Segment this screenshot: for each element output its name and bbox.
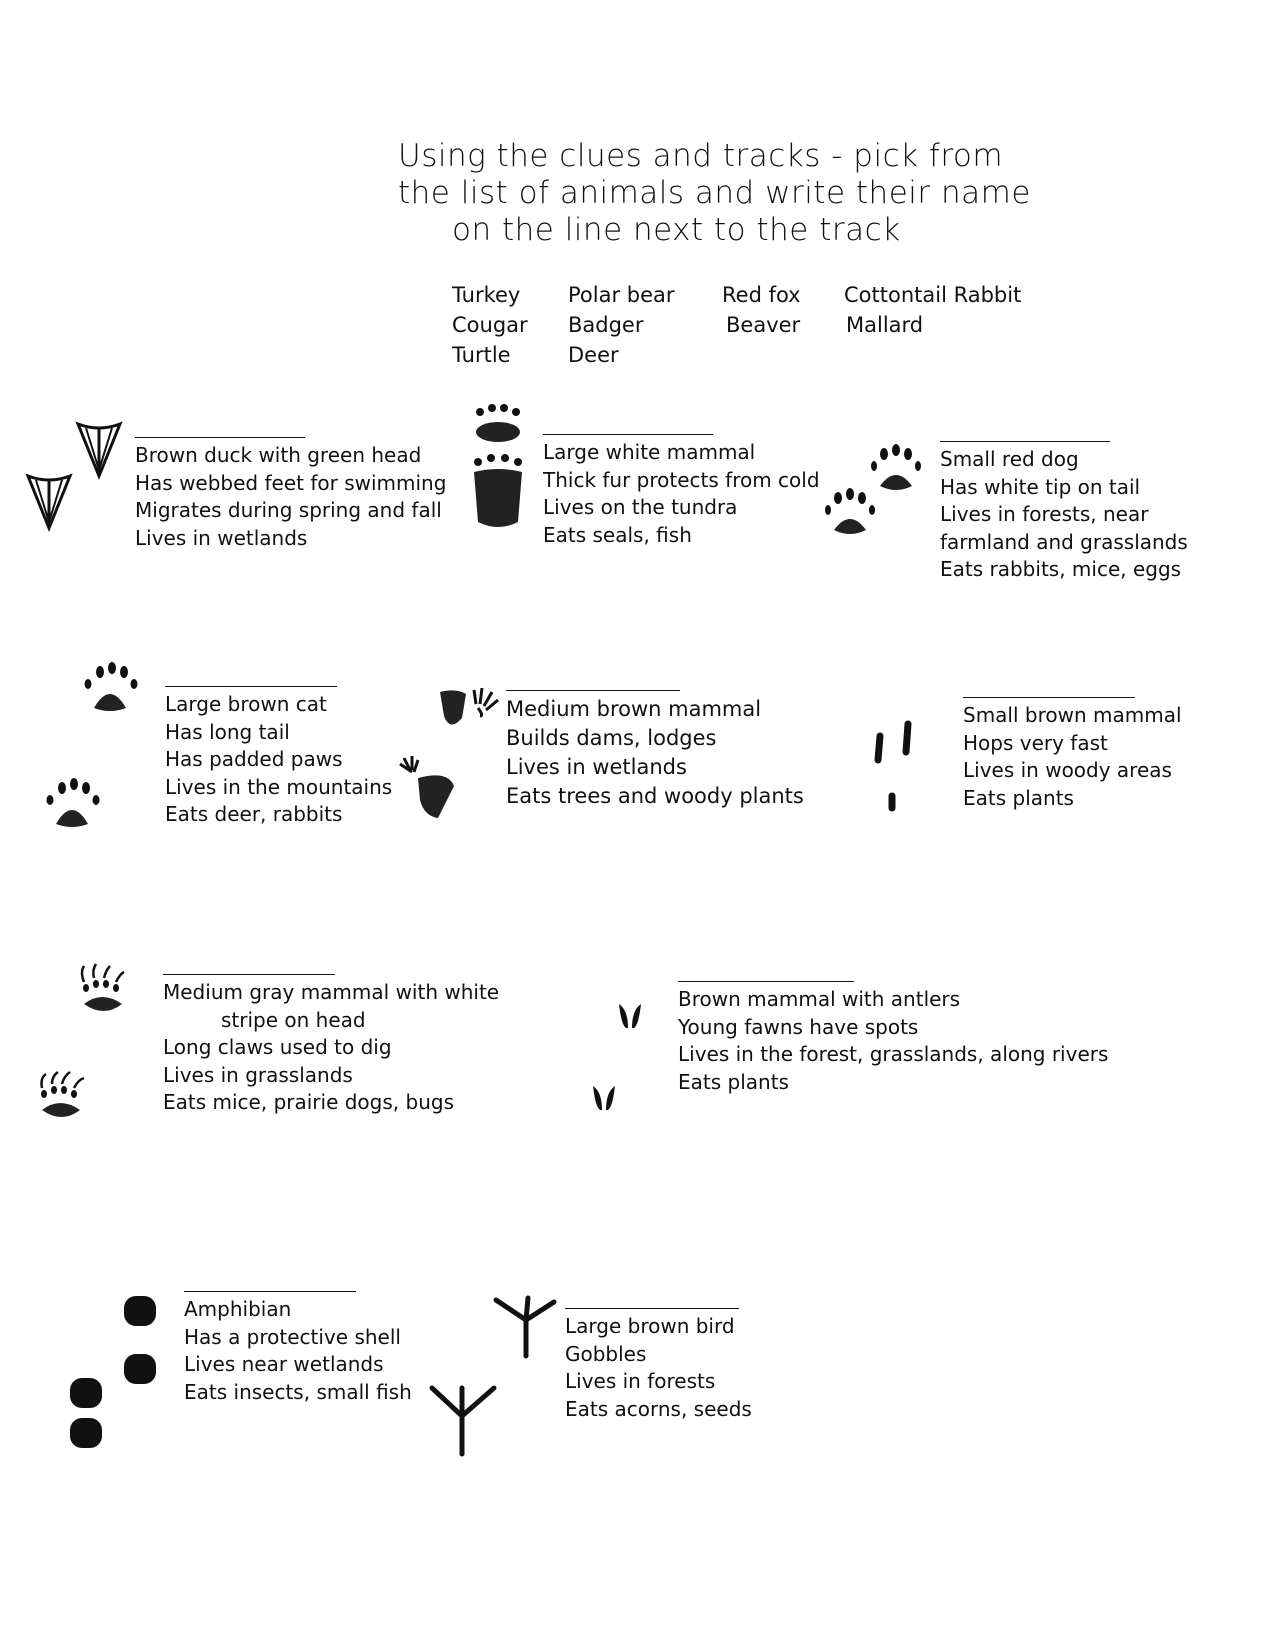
clue-line: Eats insects, small fish xyxy=(184,1379,412,1404)
instructions-line-3: on the line next to the track xyxy=(452,212,901,248)
instructions xyxy=(398,138,1218,249)
clue-line: Lives in the mountains xyxy=(165,774,393,799)
instructions-line-2: the list of animals and write their name xyxy=(398,175,1031,211)
clue-line: Long claws used to dig xyxy=(163,1035,392,1059)
deer-track-icon xyxy=(590,1082,618,1114)
clue-line: Medium brown mammal xyxy=(506,697,762,721)
fox-track-icon xyxy=(820,484,880,544)
clue-line: Hops very fast xyxy=(963,730,1108,755)
bear-track-icon xyxy=(468,400,528,444)
clue-line: Builds dams, lodges xyxy=(506,726,717,750)
clue-line: Eats plants xyxy=(963,785,1074,810)
clue-line: Eats mice, prairie dogs, bugs xyxy=(163,1090,454,1114)
clue-line: Has long tail xyxy=(165,719,290,744)
rabbit-track-icon xyxy=(872,720,922,816)
clue-beaver xyxy=(506,690,804,811)
badger-track-icon xyxy=(34,1070,88,1126)
clue-line: Eats plants xyxy=(678,1069,789,1094)
clue-line: Lives in woody areas xyxy=(963,758,1172,782)
clue-line: Medium gray mammal with white xyxy=(163,980,500,1004)
cougar-track-icon xyxy=(42,776,102,832)
answer-line[interactable] xyxy=(940,441,1110,442)
clue-line: Lives in wetlands xyxy=(135,525,308,550)
word-bank-item: Deer xyxy=(568,343,619,367)
clue-badger xyxy=(163,974,499,1117)
clue-deer xyxy=(678,981,1108,1096)
clue-line: stripe on head xyxy=(221,1007,366,1032)
clue-line: Has padded paws xyxy=(165,747,343,771)
answer-line[interactable] xyxy=(506,690,680,691)
duck-track-icon xyxy=(24,472,74,532)
clue-line: farmland and grasslands xyxy=(940,529,1188,554)
clue-line: Brown duck with green head xyxy=(135,443,422,467)
clue-line: Eats acorns, seeds xyxy=(565,1396,752,1421)
clue-line: Small brown mammal xyxy=(963,703,1182,727)
clue-line: Lives near wetlands xyxy=(184,1352,384,1376)
clue-line: Eats trees and woody plants xyxy=(506,784,804,808)
clue-red-fox xyxy=(940,441,1188,584)
clue-line: Amphibian xyxy=(184,1297,292,1321)
clue-line: Thick fur protects from cold xyxy=(543,467,820,492)
bear-track-icon xyxy=(468,452,528,532)
turkey-track-icon xyxy=(428,1384,498,1456)
beaver-track-icon xyxy=(398,756,458,822)
clue-line: Has a protective shell xyxy=(184,1324,401,1349)
clue-cougar xyxy=(165,686,392,829)
clue-line: Lives in the forest, grasslands, along rivers xyxy=(678,1042,1109,1066)
clue-line: Eats deer, rabbits xyxy=(165,802,343,826)
clue-line: Large white mammal xyxy=(543,440,756,464)
clue-line: Large brown cat xyxy=(165,692,327,716)
answer-line[interactable] xyxy=(135,437,305,438)
clue-line: Eats seals, fish xyxy=(543,522,692,547)
cougar-track-icon xyxy=(80,660,140,716)
answer-line[interactable] xyxy=(165,686,337,687)
clue-line: Gobbles xyxy=(565,1341,647,1366)
answer-line[interactable] xyxy=(184,1291,356,1292)
word-bank-item: Polar bear xyxy=(568,283,675,307)
word-bank-item: Turkey xyxy=(452,283,521,307)
clue-line: Lives on the tundra xyxy=(543,495,738,519)
deer-track-icon xyxy=(616,1000,644,1032)
clue-line: Brown mammal with antlers xyxy=(678,987,961,1011)
answer-line[interactable] xyxy=(963,697,1135,698)
answer-line[interactable] xyxy=(543,434,713,435)
clue-line: Migrates during spring and fall xyxy=(135,498,442,522)
clue-line: Eats rabbits, mice, eggs xyxy=(940,557,1182,581)
badger-track-icon xyxy=(76,964,130,1020)
word-bank-item: Mallard xyxy=(846,313,924,337)
word-bank-item: Cougar xyxy=(452,313,528,337)
word-bank-item: Turtle xyxy=(452,343,511,367)
word-bank-item: Badger xyxy=(568,313,644,337)
clue-line: Has webbed feet for swimming xyxy=(135,470,447,495)
word-bank-item: Red fox xyxy=(722,283,801,307)
clue-mallard xyxy=(135,437,446,552)
duck-track-icon xyxy=(74,420,124,480)
instructions-line-1: Using the clues and tracks - pick from xyxy=(398,138,1004,174)
clue-line: Small red dog xyxy=(940,447,1079,471)
clue-line: Lives in grasslands xyxy=(163,1062,353,1087)
clue-polar-bear xyxy=(543,434,820,549)
beaver-track-icon xyxy=(436,686,502,734)
clue-line: Lives in forests, near xyxy=(940,502,1149,526)
clue-line: Lives in forests xyxy=(565,1369,716,1393)
answer-line[interactable] xyxy=(565,1308,739,1309)
answer-line[interactable] xyxy=(678,981,854,982)
word-bank-item: Cottontail Rabbit xyxy=(844,283,1022,307)
clue-line: Young fawns have spots xyxy=(678,1014,919,1039)
clue-line: Has white tip on tail xyxy=(940,474,1141,499)
turtle-track-icon xyxy=(66,1294,166,1450)
clue-rabbit xyxy=(963,697,1182,812)
clue-line: Lives in wetlands xyxy=(506,755,687,779)
clue-line: Large brown bird xyxy=(565,1314,735,1338)
word-bank-item: Beaver xyxy=(726,313,801,337)
turkey-track-icon xyxy=(492,1296,558,1360)
answer-line[interactable] xyxy=(163,974,335,975)
clue-turtle xyxy=(184,1291,412,1406)
clue-turkey xyxy=(565,1308,752,1423)
